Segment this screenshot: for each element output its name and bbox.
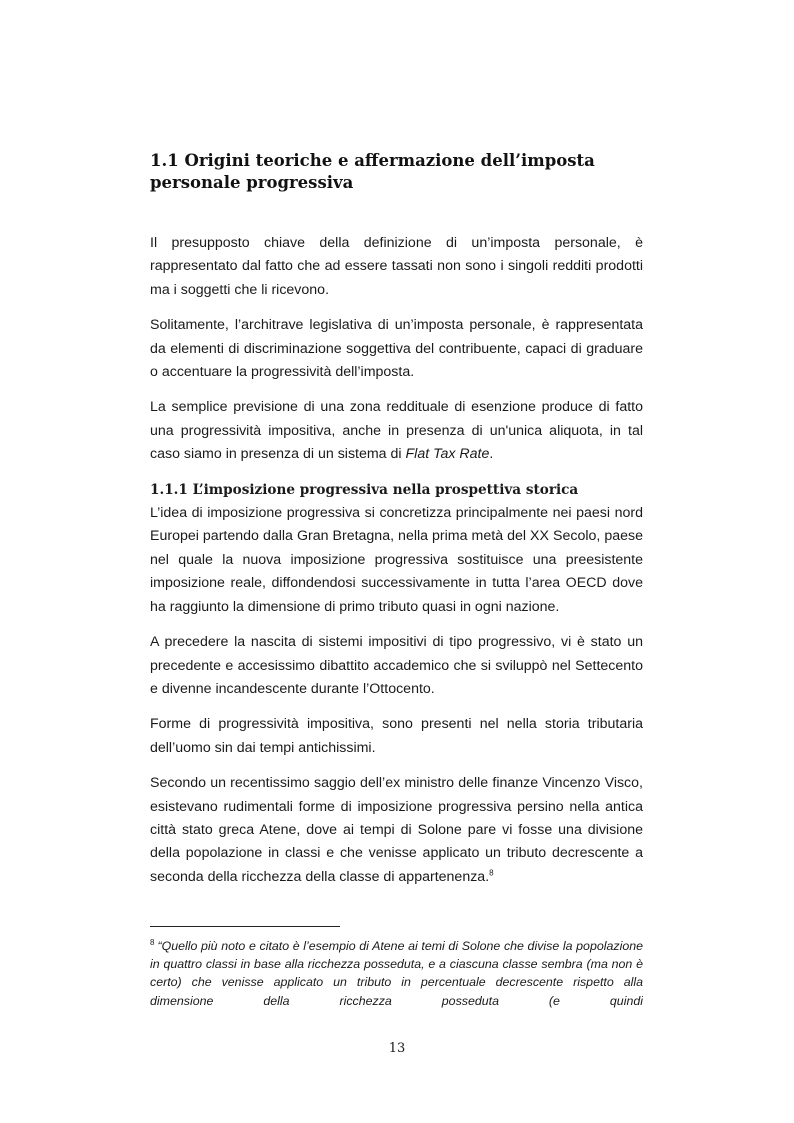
italic-term: Flat Tax Rate bbox=[405, 446, 490, 463]
paragraph-text: La semplice previsione di una zona reddituale di esenzione produce di fatto una progressività impositiva, anche in presenza di un'unica aliquota, in tal caso siamo in presenza di un sistema di bbox=[150, 399, 643, 463]
subsection-title: 1.1.1 L’imposizione progressiva nella prospettiva storica bbox=[150, 481, 579, 498]
paragraph: Il presupposto chiave della definizione di un’imposta personale, è rappresentato dal fatto che ad essere tassati non sono i singoli redditi prodotti ma i soggetti che li ricevono. bbox=[150, 235, 643, 298]
footnote-marker: 8 bbox=[150, 937, 155, 947]
section-title: 1.1 Origini teoriche e affermazione dell’imposta personale progressiva bbox=[150, 151, 595, 192]
paragraph bbox=[150, 772, 643, 889]
paragraph bbox=[150, 396, 643, 466]
page-number: 13 bbox=[388, 1041, 406, 1056]
footnote-text: “Quello più noto e citato è l’esempio di Atene ai temi di Solone che divise la popolazione in quattro classi in base alla ricchezza posseduta, e a ciascuna classe sembra (ma non è certo) che venisse applicato un tributo in percentuale decrescente rispetto alla dimensione della ricchezza posseduta (e quindi bbox=[150, 939, 643, 1008]
paragraph: A precedere la nascita di sistemi impositivi di tipo progressivo, vi è stato un precedente e accesissimo dibattito accademico che si sviluppò nel Settecento e divenne incandescente durante l’Ottocento. bbox=[150, 634, 643, 697]
body-text bbox=[150, 232, 643, 901]
paragraph: L’idea di imposizione progressiva si concretizza principalmente nei paesi nord Europei partendo dalla Gran Bretagna, nella prima metà del XX Secolo, paese nel quale la nuova imposizione progressiva sostituisce una preesistente imposizione reale, diffondendosi successivamente in tutta l’area OECD dove ha raggiunto la dimensione di primo tributo quasi in ogni nazione. bbox=[150, 505, 643, 615]
paragraph-text-end: . bbox=[489, 446, 494, 463]
paragraph-text: Secondo un recentissimo saggio dell’ex ministro delle finanze Vincenzo Visco, esistevano rudimentali forme di imposizione progressiva persino nella antica città stato greca Atene, dove ai tempi di Solone pare vi fosse una divisione della popolazione in classi e che venisse applicato un tributo decrescente a seconda della ricchezza della classe di appartenenza. bbox=[150, 775, 643, 885]
footnote bbox=[150, 937, 643, 1010]
paragraph: Solitamente, l’architrave legislativa di un’imposta personale, è rappresentata da elementi di discriminazione soggettiva del contribuente, capaci di graduare o accentuare la progressività dell’imposta. bbox=[150, 317, 643, 381]
footnote-separator bbox=[150, 926, 340, 927]
paragraph: Forme di progressività impositiva, sono presenti nel nella storia tributaria dell’uomo sin dai tempi antichissimi. bbox=[150, 716, 643, 756]
footnote-reference[interactable]: 8 bbox=[489, 868, 494, 878]
